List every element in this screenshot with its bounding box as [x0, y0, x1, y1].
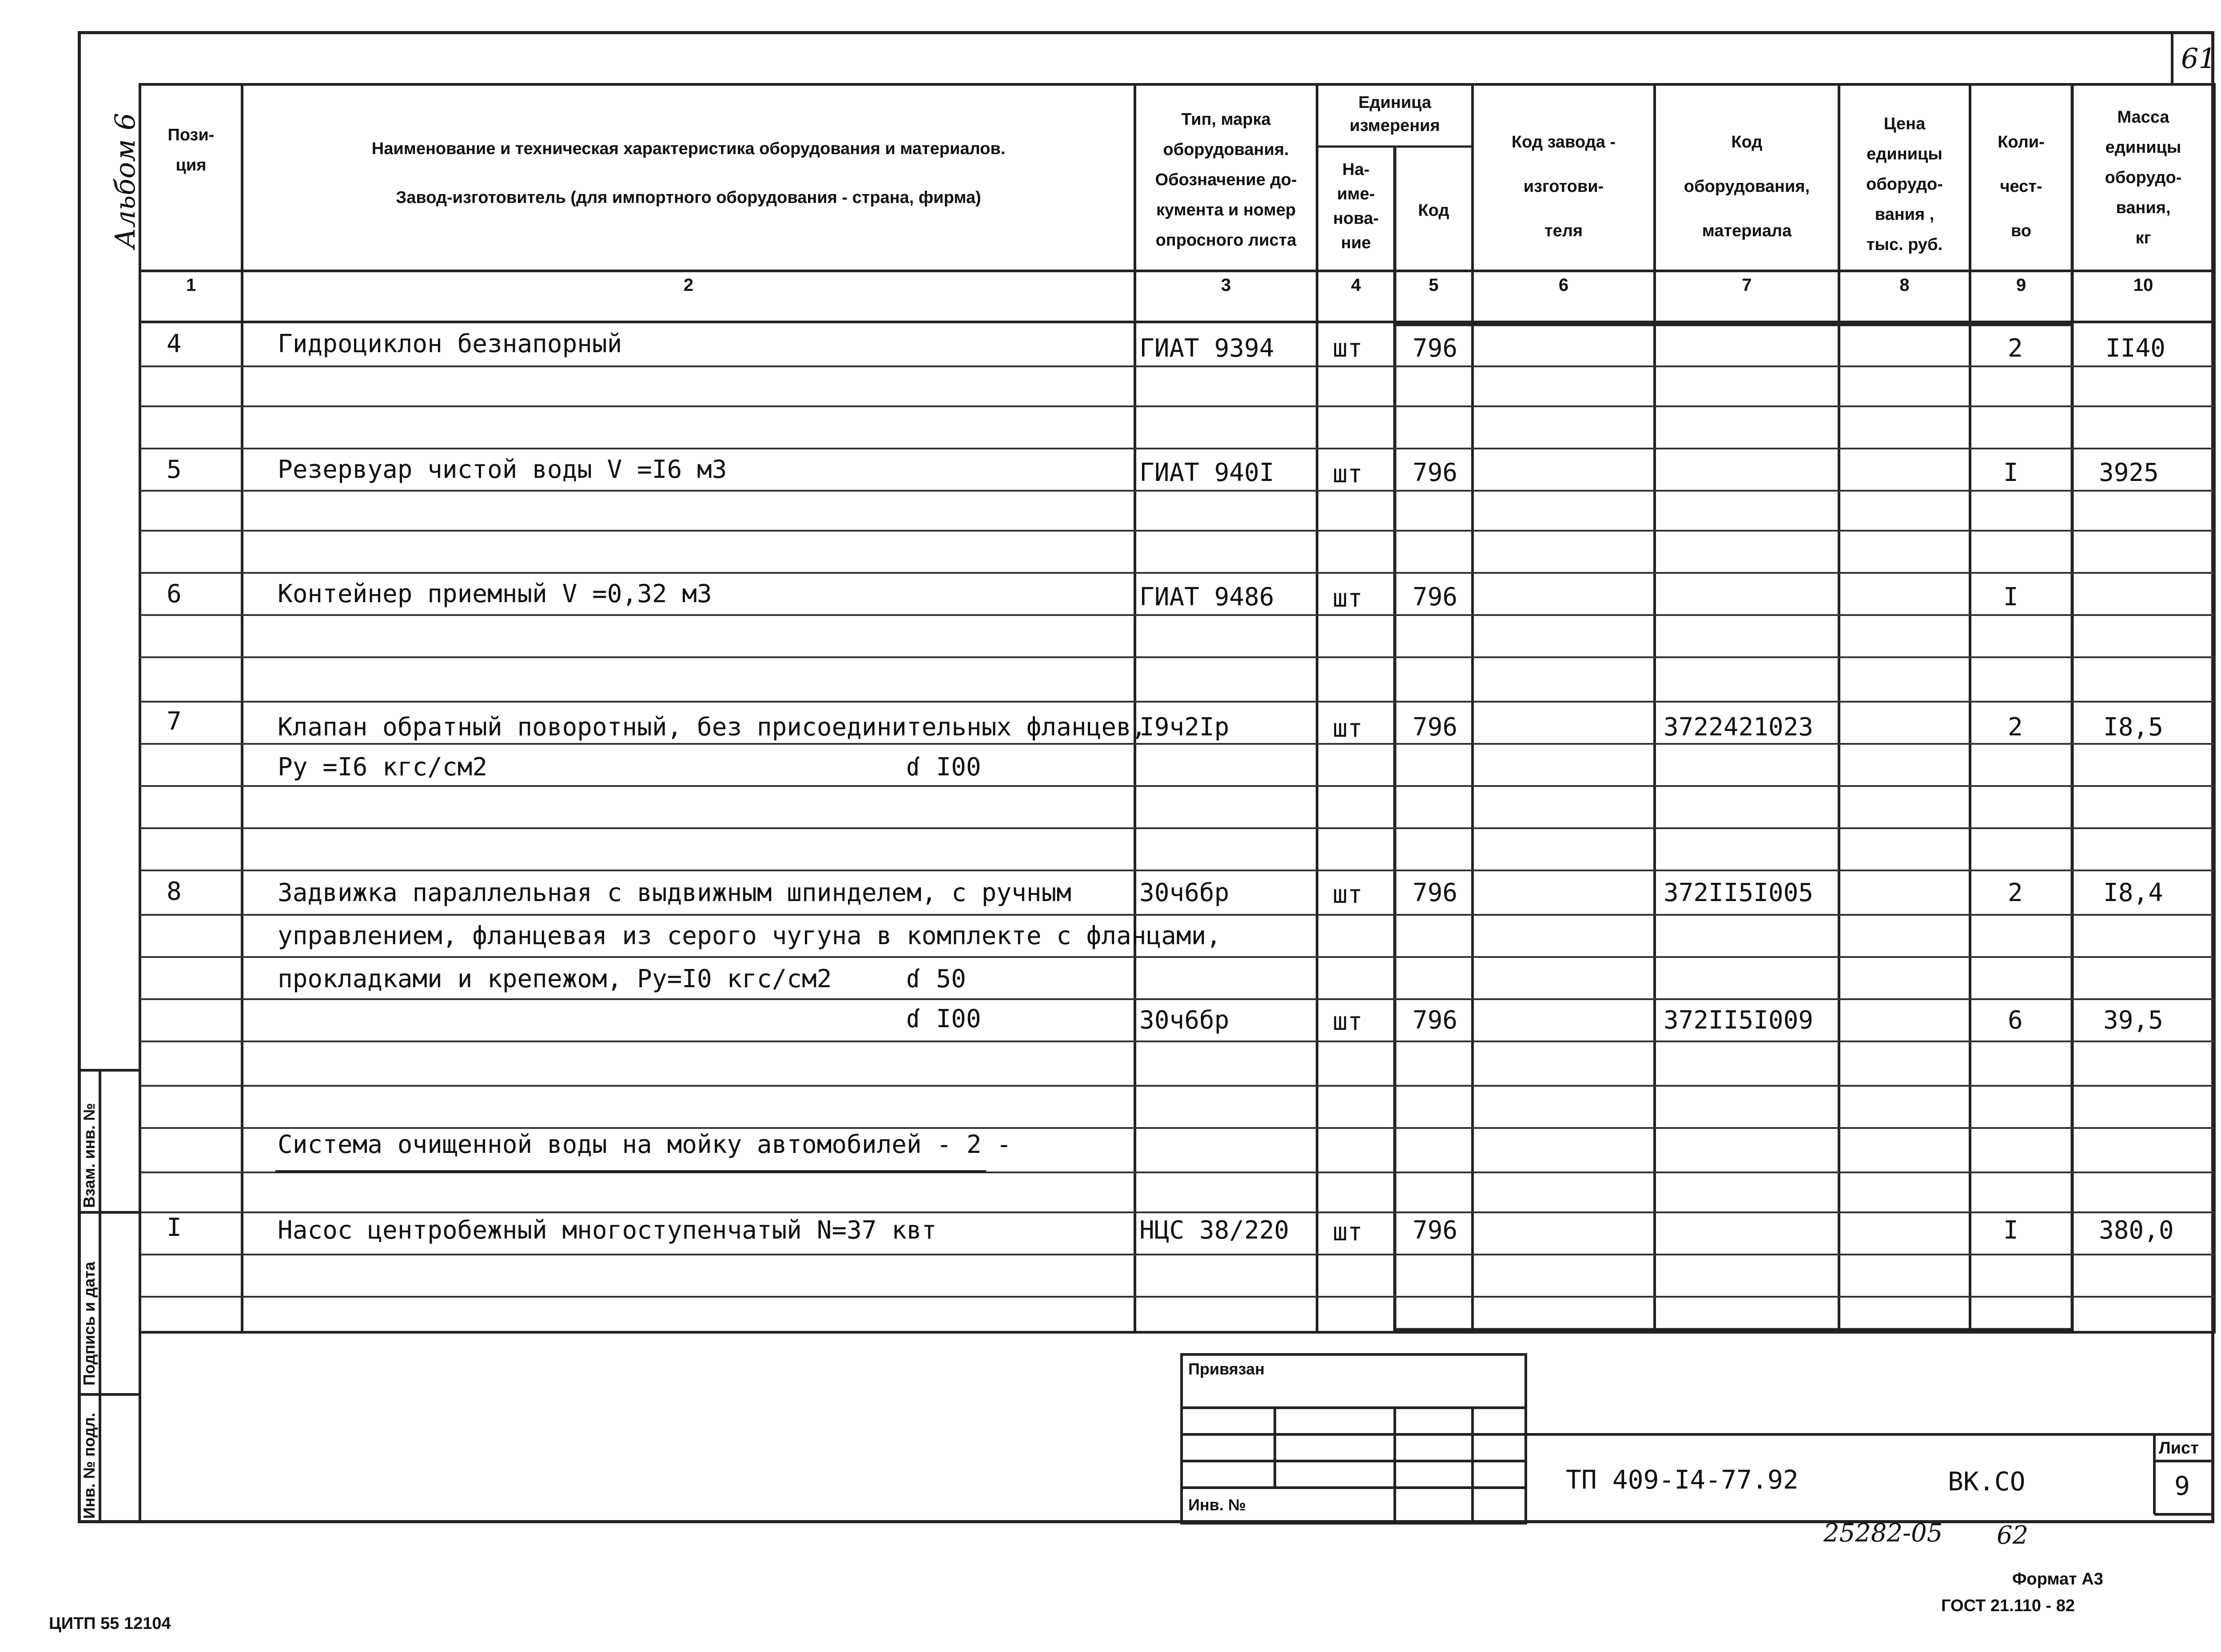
cell-nominal-diameter: ɗ I00	[906, 1005, 981, 1033]
gost-label: ГОСТ 21.110 - 82	[1941, 1596, 2075, 1615]
cell-code: 796	[1413, 713, 1458, 742]
cell-type: 30ч6бр	[1139, 878, 1230, 907]
col-number: 1	[186, 275, 196, 295]
cell-type: ГИАТ 9486	[1139, 583, 1274, 612]
col-number: 6	[1558, 275, 1569, 295]
header-type: Тип, марка оборудования. Обозначение до- кумента и номер опросного листа	[1155, 110, 1297, 250]
cell-nominal-diameter: ɗ 50	[906, 965, 966, 993]
cell-unit: шт	[1333, 1218, 1363, 1247]
format-label: Формат А3	[2012, 1570, 2103, 1588]
cell-equipment-code: 372II5I005	[1664, 878, 1814, 907]
cell-name: Клапан обратный поворотный, без присоединительных фланцев,	[278, 713, 1146, 742]
cell-quantity: I	[2003, 1216, 2018, 1245]
cell-quantity: I	[2003, 583, 2018, 612]
header-mass: Масса единицы оборудо- вания, кг	[2105, 108, 2182, 247]
cell-unit: шт	[1333, 334, 1363, 363]
cell-code: 796	[1413, 334, 1458, 363]
cell-mass: 3925	[2099, 458, 2159, 487]
cell-code: 796	[1413, 878, 1458, 907]
cell-nominal-diameter: ɗ I00	[906, 753, 981, 782]
stamp-inv-label: Инв. №	[1188, 1496, 1246, 1514]
cell-quantity: 6	[2008, 1006, 2023, 1035]
cell-name: Гидроциклон безнапорный	[278, 330, 622, 358]
cell-type: I9ч2Iр	[1139, 713, 1230, 742]
side-stamp-signature-date: Подпись и дата	[80, 1262, 98, 1386]
cell-position: I	[167, 1213, 182, 1242]
header-equipment-code: Код оборудования, материала	[1684, 133, 1810, 240]
header-quantity: Коли- чест- во	[1998, 133, 2045, 240]
cell-quantity: 2	[2008, 713, 2023, 742]
cell-name: прокладками и крепежом, Ру=I0 кгс/см2	[278, 965, 832, 993]
col-number: 3	[1221, 275, 1231, 295]
header-unit-group: Единица измерения	[1349, 93, 1440, 135]
col-number: 7	[1742, 275, 1752, 295]
section-title: Система очищенной воды на мойку автомобилей - 2 -	[278, 1130, 1012, 1159]
cell-mass: 39,5	[2103, 1006, 2163, 1035]
album-label: Альбом 6	[109, 113, 141, 249]
cell-mass: II40	[2106, 334, 2165, 363]
cell-code: 796	[1413, 1216, 1458, 1245]
cell-code: 796	[1413, 1006, 1458, 1035]
cell-unit: шт	[1333, 460, 1363, 488]
cell-name: Насос центробежный многоступенчатый N=37 квт	[278, 1216, 937, 1245]
cell-code: 796	[1413, 583, 1458, 612]
col-number: 10	[2133, 275, 2153, 295]
cell-type: НЦС 38/220	[1139, 1216, 1290, 1245]
cell-equipment-code: 372II5I009	[1664, 1006, 1814, 1035]
stamp-linked-label: Привязан	[1188, 1360, 1265, 1378]
handwritten-page: 62	[1997, 1521, 2029, 1550]
stamp-mark: ВК.СО	[1948, 1466, 2026, 1497]
cell-type: 30ч6бр	[1139, 1006, 1230, 1035]
cell-name: Задвижка параллельная с выдвижным шпинделем, с ручным	[278, 878, 1071, 907]
cell-position: 8	[167, 877, 182, 906]
col-number: 4	[1351, 275, 1361, 295]
col-number: 8	[1899, 275, 1910, 295]
handwritten-number: 25282-05	[1823, 1519, 1943, 1548]
cell-unit: шт	[1333, 1007, 1363, 1036]
cell-position: 6	[167, 580, 182, 608]
cell-mass: I8,5	[2103, 713, 2163, 742]
stamp-sheet-number: 9	[2174, 1471, 2190, 1501]
header-name: Наименование и техническая характеристика оборудования и материалов. Завод-изготовитель (для импортного оборудования - страна, фирма)	[371, 139, 1006, 207]
header-position: Пози- ция	[167, 126, 215, 175]
side-stamp-original-inv: Инв. № подл.	[80, 1413, 98, 1519]
side-stamp-replaced-inv: Взам. инв. №	[80, 1103, 98, 1208]
col-number: 5	[1429, 275, 1439, 295]
cell-mass: 380,0	[2099, 1216, 2174, 1245]
cell-name: Резервуар чистой воды V =I6 м3	[278, 455, 727, 484]
cell-position: 5	[167, 455, 182, 484]
cell-name: управлением, фланцевая из серого чугуна в комплекте с фланцами,	[278, 921, 1222, 950]
cell-unit: шт	[1333, 880, 1363, 909]
stamp-sheet-label: Лист	[2159, 1439, 2199, 1457]
header-unit-code: Код	[1418, 201, 1449, 220]
header-factory-code: Код завода - изготови- теля	[1511, 133, 1616, 240]
cell-mass: I8,4	[2103, 878, 2163, 907]
cell-unit: шт	[1333, 714, 1363, 743]
cell-name: Ру =I6 кгс/см2	[278, 753, 488, 782]
cell-code: 796	[1413, 458, 1458, 487]
cell-equipment-code: 3722421023	[1664, 713, 1814, 742]
sheet-corner-number: 61	[2181, 42, 2216, 75]
cell-position: 7	[167, 707, 182, 736]
cell-quantity: 2	[2008, 878, 2023, 907]
citp-label: ЦИТП 55 12104	[49, 1614, 171, 1633]
header-price: Цена единицы оборудо- вания , тыс. руб.	[1866, 115, 1943, 254]
cell-unit: шт	[1333, 584, 1363, 613]
col-number: 2	[683, 275, 694, 295]
cell-name: Контейнер приемный V =0,32 м3	[278, 580, 712, 608]
header-unit-name: На- име- нова- ние	[1333, 160, 1379, 252]
cell-type: ГИАТ 9394	[1139, 334, 1274, 363]
cell-quantity: 2	[2008, 334, 2023, 363]
cell-position: 4	[167, 330, 182, 358]
cell-quantity: I	[2003, 458, 2018, 487]
stamp-document-code: ТП 409-I4-77.92	[1566, 1465, 1799, 1495]
col-number: 9	[2016, 275, 2026, 295]
cell-type: ГИАТ 940I	[1139, 458, 1274, 487]
